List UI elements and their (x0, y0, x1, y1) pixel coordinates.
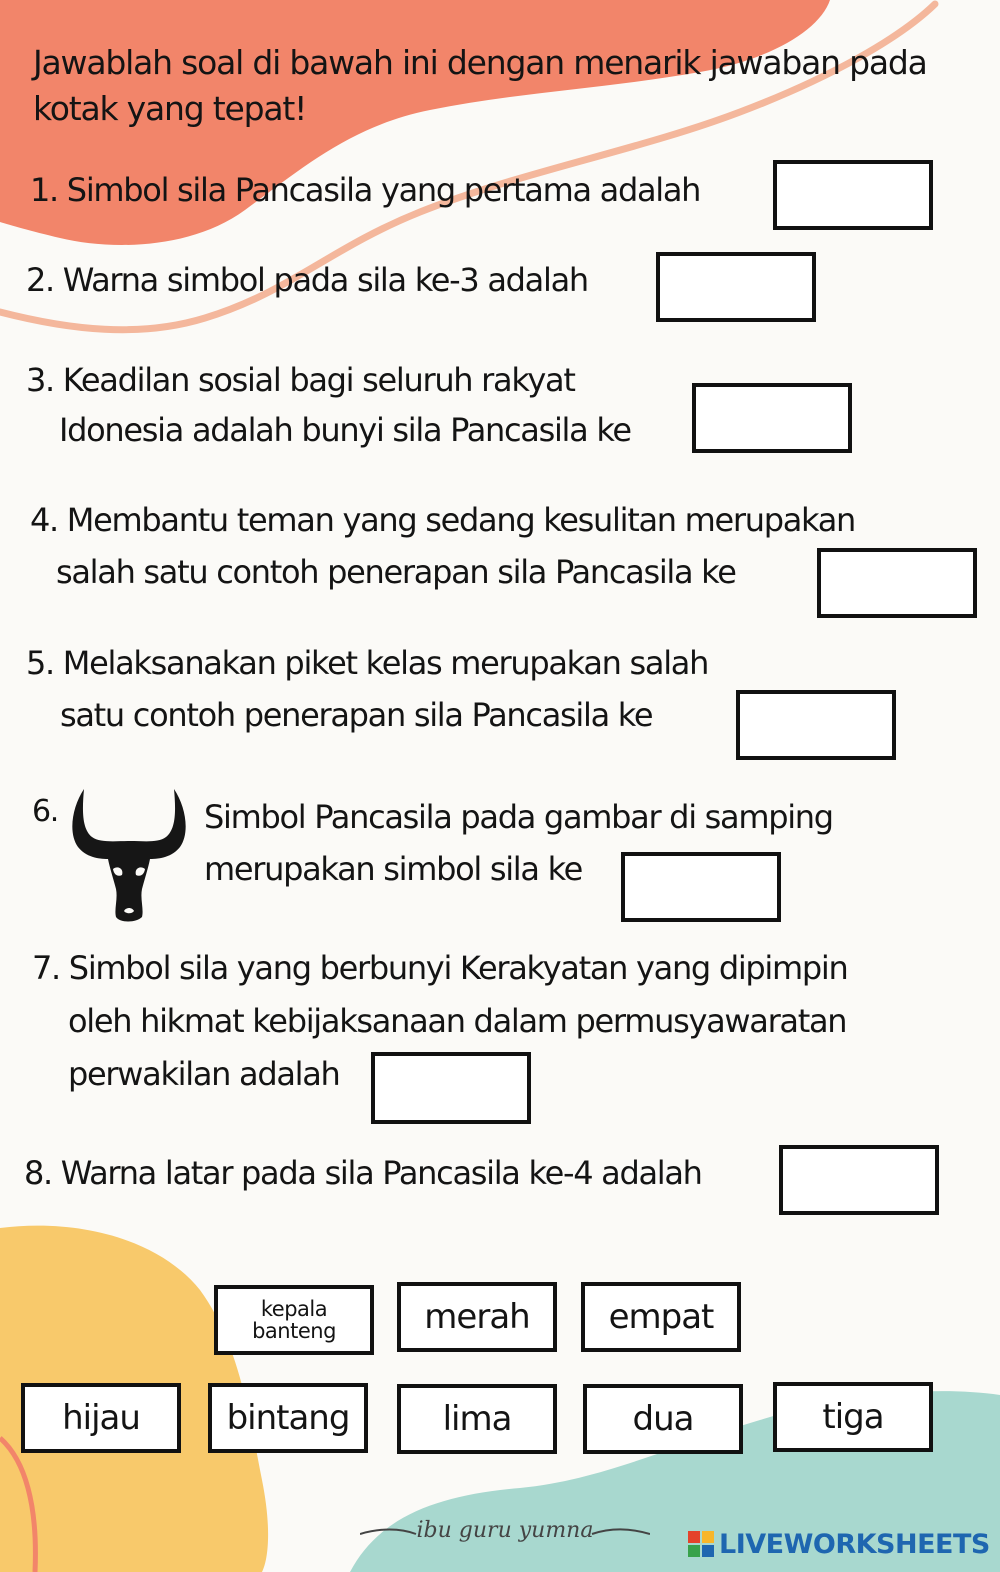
question-1-line-1: 1. Simbol sila Pancasila yang pertama adalah (30, 171, 701, 209)
question-8-line-1: 8. Warna latar pada sila Pancasila ke-4 adalah (24, 1154, 702, 1192)
answer-box-8[interactable] (779, 1145, 939, 1215)
question-5-line-2: satu contoh penerapan sila Pancasila ke (60, 696, 653, 734)
question-7-line-2: oleh hikmat kebijaksanaan dalam permusyawaratan (68, 1002, 847, 1040)
question-6-line-1: Simbol Pancasila pada gambar di samping (204, 798, 833, 836)
instructions-text: Jawablah soal di bawah ini dengan menarik jawaban pada kotak yang tepat! (33, 43, 927, 128)
question-3-line-1: 3. Keadilan sosial bagi seluruh rakyat (26, 361, 575, 399)
answer-box-5[interactable] (736, 690, 896, 760)
liveworksheets-brand[interactable] (688, 1524, 990, 1564)
option-empat[interactable]: empat (581, 1282, 741, 1352)
option-merah[interactable]: merah (397, 1282, 557, 1352)
brand-name: LIVEWORKSHEETS (719, 1528, 990, 1560)
option-kepala-banteng[interactable]: kepala banteng (214, 1285, 374, 1355)
option-dua[interactable]: dua (583, 1384, 743, 1454)
question-4-line-1: 4. Membantu teman yang sedang kesulitan merupakan (30, 501, 856, 539)
answer-box-1[interactable] (773, 160, 933, 230)
question-7-line-3: perwakilan adalah (68, 1055, 340, 1093)
liveworksheets-logo-icon (688, 1531, 714, 1557)
author-signature (360, 1512, 650, 1552)
question-7-line-1: 7. Simbol sila yang berbunyi Kerakyatan yang dipimpin (32, 949, 848, 987)
option-tiga[interactable]: tiga (773, 1382, 933, 1452)
question-3-line-2: Idonesia adalah bunyi sila Pancasila ke (59, 411, 631, 449)
answer-box-7[interactable] (371, 1052, 531, 1124)
answer-box-2[interactable] (656, 252, 816, 322)
signature-text: ibu guru yumna (416, 1518, 594, 1543)
question-4-line-2: salah satu contoh penerapan sila Pancasila ke (56, 553, 736, 591)
option-hijau[interactable]: hijau (21, 1383, 181, 1453)
answer-box-3[interactable] (692, 383, 852, 453)
question-2-line-1: 2. Warna simbol pada sila ke-3 adalah (26, 261, 588, 299)
answer-box-6[interactable] (621, 852, 781, 922)
question-5-line-1: 5. Melaksanakan piket kelas merupakan salah (26, 644, 709, 682)
question-6-line-2: merupakan simbol sila ke (204, 850, 583, 888)
answer-box-4[interactable] (817, 548, 977, 618)
option-lima[interactable]: lima (397, 1384, 557, 1454)
bull-head-icon (66, 785, 192, 923)
option-bintang[interactable]: bintang (208, 1383, 368, 1453)
question-6-number: 6. (32, 794, 59, 829)
